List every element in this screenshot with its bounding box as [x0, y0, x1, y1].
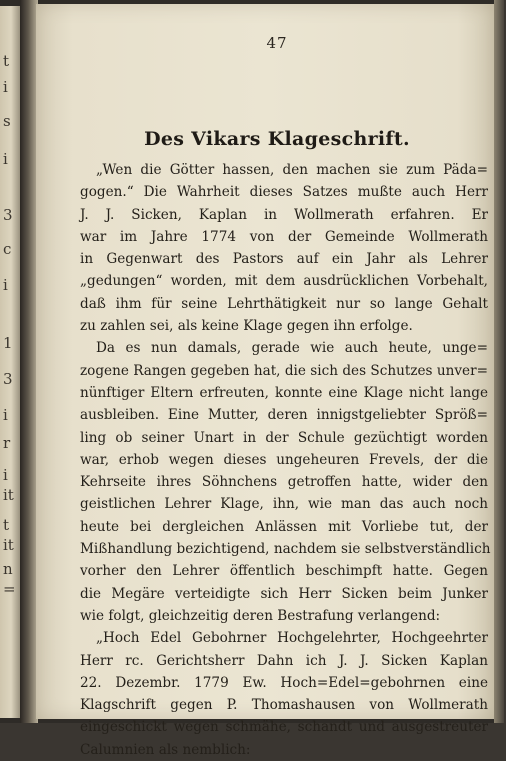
previous-page-fragment: 3 — [3, 370, 13, 388]
text-line: war im Jahre 1774 von der Gemeinde Wollmerath — [80, 228, 488, 245]
previous-page-fragment: i — [3, 466, 8, 484]
text-line: geistlichen Lehrer Klage, ihn, wie man das auch noch — [80, 496, 488, 513]
previous-page-fragment: it — [3, 536, 14, 554]
text-line: 22. Dezembr. 1779 Ew. Hoch=Edel=gebohrnen eine — [80, 674, 488, 691]
text-line: Herr rc. Gerichtsherr Dahn ich J. J. Sicken Kaplan — [80, 652, 488, 669]
text-line: eingeschickt wegen schmähe, schandt und ausgestreuter — [80, 719, 488, 736]
right-page-edge — [494, 0, 504, 723]
previous-page-fragment: t — [3, 52, 10, 70]
text-line: wie folgt, gleichzeitig deren Bestrafung verlangend: — [80, 607, 441, 624]
text-line: Da es nun damals, gerade wie auch heute, unge= — [96, 340, 488, 357]
previous-page-edge — [0, 6, 20, 718]
text-line: Kehrseite ihres Söhnchens getroffen hatte, wider den — [80, 474, 488, 491]
page-number: 47 — [266, 34, 288, 52]
text-line: nünftiger Eltern erfreuten, konnte eine Klage nicht lange — [80, 384, 488, 401]
text-line: heute bei dergleichen Anlässen mit Vorliebe tut, der — [80, 518, 488, 535]
previous-page-fragment: i — [3, 406, 8, 424]
text-line: zu zahlen sei, als keine Klage gegen ihn erfolge. — [80, 318, 413, 335]
text-line: daß ihm für seine Lehrthätigkeit nur so lange Gehalt — [80, 295, 488, 312]
text-line: Calumnien als nemblich: — [80, 741, 251, 758]
text-line: „Hoch Edel Gebohrner Hochgelehrter, Hochgeehrter — [96, 630, 488, 647]
previous-page-fragment: 3 — [3, 206, 13, 224]
page-body-text — [80, 159, 491, 761]
previous-page-fragment: n — [3, 560, 13, 578]
previous-page-fragment: it — [3, 486, 14, 504]
previous-page-fragment: i — [3, 78, 8, 96]
previous-page-fragment: i — [3, 276, 8, 294]
text-line: „gedungen“ worden, mit dem ausdrücklichen Vorbehalt, — [80, 273, 488, 290]
previous-page-fragment: r — [3, 434, 11, 452]
text-line: „Wen die Götter hassen, den machen sie zum Päda= — [96, 162, 488, 178]
previous-page-fragment: s — [3, 112, 11, 130]
previous-page-fragment: = — [3, 580, 16, 598]
text-line: ausbleiben. Eine Mutter, deren innigstgeliebter Spröß= — [80, 407, 488, 424]
text-line: war, erhob wegen dieses ungeheuren Frevels, der die — [80, 451, 488, 468]
text-line: gogen.“ Die Wahrheit dieses Satzes mußte auch Herr — [80, 184, 488, 201]
text-line: Mißhandlung bezichtigend, nachdem sie selbstverständlich — [80, 541, 491, 558]
page-heading: Des Vikars Klageschrift. — [144, 128, 410, 150]
text-line: in Gegenwart des Pastors auf ein Jahr als Lehrer — [80, 251, 488, 268]
text-line: vorher den Lehrer öffentlich beschimpft hatte. Gegen — [80, 563, 488, 580]
previous-page-fragment: 1 — [3, 334, 13, 352]
text-line: Klagschrift gegen P. Thomashausen von Wollmerath — [80, 697, 488, 714]
text-line: zogene Rangen gegeben hat, die sich des Schutzes unver= — [80, 362, 488, 379]
text-line: ling ob seiner Unart in der Schule gezüchtigt worden — [80, 429, 488, 446]
previous-page-fragment: c — [3, 240, 12, 258]
previous-page-fragment: i — [3, 150, 8, 168]
previous-page-fragment: t — [3, 516, 10, 534]
text-line: J. J. Sicken, Kaplan in Wollmerath erfahren. Er — [80, 206, 488, 223]
text-line: die Megäre verteidigte sich Herr Sicken beim Junker — [80, 585, 488, 602]
book-page — [36, 4, 494, 758]
